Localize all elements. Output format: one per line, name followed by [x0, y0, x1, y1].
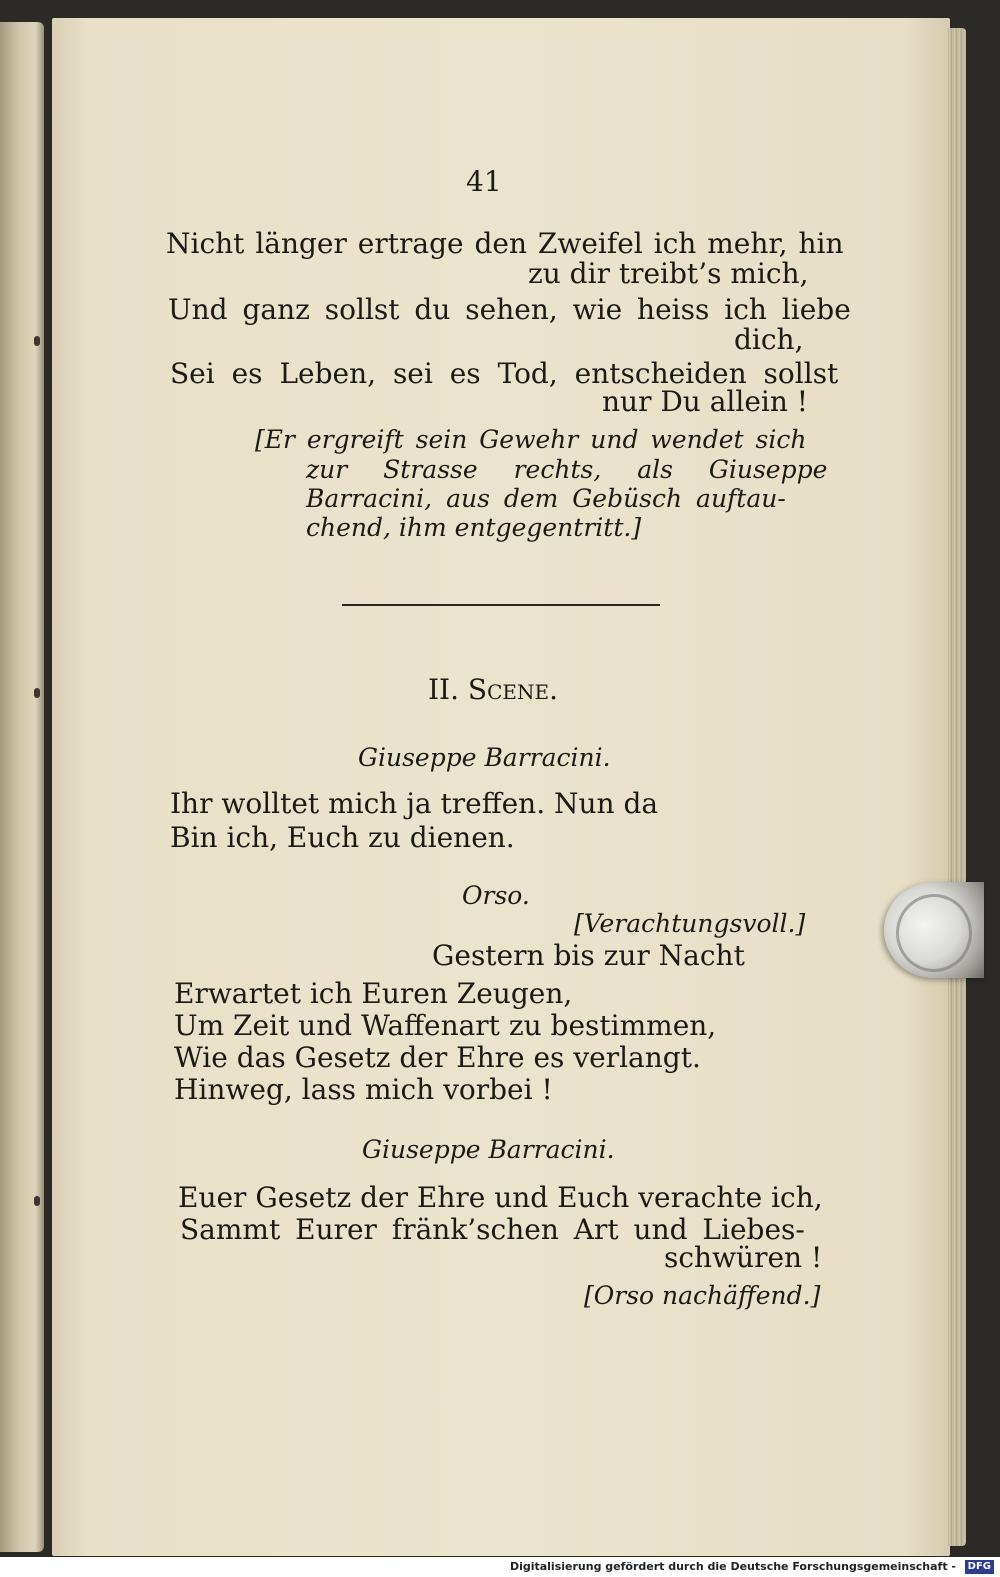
dfg-logo: DFG [965, 1560, 994, 1574]
stage-direction: [Er ergreift sein Gewehr und wendet sich [255, 425, 807, 454]
speaker-name: Giuseppe Barracini. [362, 1135, 615, 1164]
speaker-name: Giuseppe Barracini. [358, 743, 611, 772]
speaker-name: Orso. [462, 881, 530, 910]
binding-mark [34, 336, 40, 346]
verse-line: nur Du allein ! [602, 385, 809, 418]
stage-direction: [Verachtungsvoll.] [574, 909, 806, 938]
page-number: 41 [466, 165, 502, 198]
speech-line: Sammt Eurer fränk’schen Art und Liebes- [180, 1213, 805, 1246]
stage-direction: [Orso nachäffend.] [584, 1281, 821, 1310]
verse-line: Nicht länger ertrage den Zweifel ich mehr, hin [166, 227, 844, 260]
verse-line: dich, [734, 323, 804, 356]
page-stack-edge [948, 28, 966, 1546]
page-clip-ring [896, 894, 972, 972]
speech-line: Um Zeit und Waffenart zu bestimmen, [174, 1009, 717, 1042]
speech-line: Erwartet ich Euren Zeugen, [174, 977, 573, 1010]
verse-line: Sei es Leben, sei es Tod, entscheiden sollst [170, 357, 839, 390]
stage-direction: Barracini, aus dem Gebüsch auftau- [306, 484, 786, 513]
verse-line: Und ganz sollst du sehen, wie heiss ich liebe [168, 293, 851, 326]
speech-line: schwüren ! [664, 1241, 823, 1274]
speech-line: Hinweg, lass mich vorbei ! [174, 1073, 553, 1106]
stage-direction: chend, ihm entgegentritt.] [306, 513, 642, 542]
binding-mark [34, 688, 40, 698]
binding-mark [34, 1196, 40, 1206]
scene-heading: II. Scene. [428, 673, 559, 706]
speech-line: Ihr wolltet mich ja treffen. Nun da [170, 787, 659, 820]
facing-page-edge [0, 22, 44, 1552]
speech-line: Euer Gesetz der Ehre und Euch verachte ich, [178, 1181, 823, 1214]
speech-line: Gestern bis zur Nacht [432, 939, 745, 972]
section-divider [342, 604, 660, 606]
footer-credit: Digitalisierung gefördert durch die Deutsche Forschungsgemeinschaft - [509, 1560, 956, 1573]
speech-line: Bin ich, Euch zu dienen. [170, 821, 515, 854]
speech-line: Wie das Gesetz der Ehre es verlangt. [174, 1041, 701, 1074]
verse-line: zu dir treibt’s mich, [528, 257, 809, 290]
stage-direction: zur Strasse rechts, als Giuseppe [306, 455, 828, 484]
